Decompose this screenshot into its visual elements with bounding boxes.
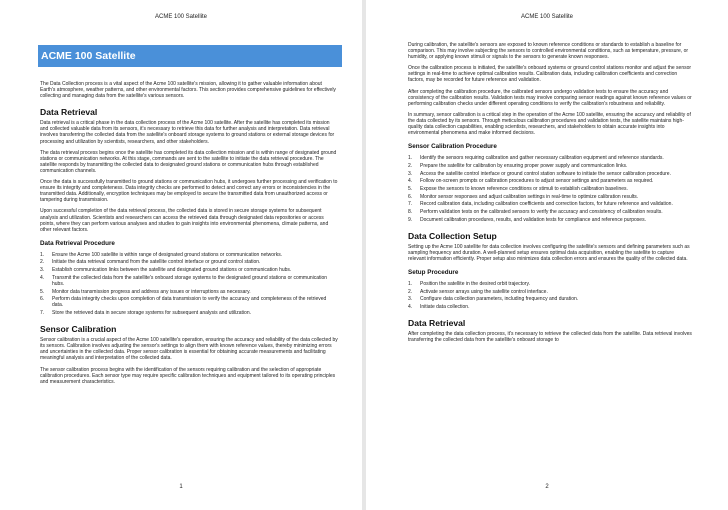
- paragraph: Data retrieval is a critical phase in the data collection process of the Acme 100 satellite. After the satellite has completed its mission and collected valuable data from its sensors, it's necessary to retrieve this data for further analysis and interpretation. Data retrieval involves transferring the collected data from the satellite's onboard storage systems to ground stations or external storage devices for processing and utilization by scientists, researchers, and other stakeholders.: [40, 120, 335, 145]
- page-content: [40, 45, 338, 390]
- running-header: ACME 100 Satellite: [154, 14, 208, 20]
- paragraph: Setting up the Acme 100 satellite for data collection involves configuring the satellite's sensors and defining parameters such as sampling frequency and duration. A well-planned setup ensures optimal data acquisition, enabling the satellite to capture relevant information efficiently. Proper setup also minimizes data collection errors and ensures the quality of the collected data.: [408, 243, 690, 262]
- paragraph: After completing the calibration procedure, the calibrated sensors undergo validation tests to ensure the accuracy and consistency of the calibration results. Validation tests may involve comparing sensor readings against known reference values or performing calibration checks under different operating conditions to verify the calibration's robustness and reliability.: [408, 88, 692, 107]
- intro-paragraph: The Data Collection process is a vital aspect of the Acme 100 satellite's mission, allowing it to gather valuable information about Earth's atmosphere, weather patterns, and other environmental factors. This section provides comprehensive guidelines for effectively collecting and managing data from the satellite's various sensors.: [40, 81, 336, 100]
- section-heading-data-collection-setup: Data Collection Setup: [408, 230, 497, 241]
- list-item: 5. Expose the sensors to known reference conditions or stimuli to establish calibration baselines.: [408, 185, 628, 192]
- subheading-data-retrieval-procedure: Data Retrieval Procedure: [40, 239, 115, 247]
- section-heading-data-retrieval: Data Retrieval: [408, 318, 466, 329]
- list-item: 9. Document calibration procedures, results, and validation tests for compliance and reference purposes.: [408, 216, 646, 223]
- numbered-list: [408, 281, 692, 310]
- list-item: 2. Initiate the data retrieval command from the satellite control interface or ground control station.: [40, 259, 261, 266]
- paragraph: During calibration, the satellite's sensors are exposed to known reference conditions or standards to establish a baseline for comparison. This may involve subjecting the sensors to controlled environmental conditions, such as temperature, pressure, or humidity, or applying known stimuli or signals to the sensors to generate known responses.: [408, 42, 689, 61]
- list-item: 2. Activate sensor arrays using the satellite control interface.: [408, 288, 548, 295]
- document-page-2: [366, 0, 728, 510]
- paragraph: The data retrieval process begins once the satellite has completed its data collection mission and is within range of designated ground stations or communication networks. At this stage, commands are sent to the satellite to initiate the data retrieval procedure. The satellite responds by transmitting the collected data to designated ground stations or communication hubs through established communication channels.: [40, 149, 337, 174]
- paragraph: Once the data is successfully transmitted to ground stations or communication hubs, it undergoes further processing and verification to ensure its integrity and completeness. Data integrity checks are performed to detect and correct any errors or inconsistencies in the transmitted data. Additionally, encryption techniques may be employed to secure the transmitted data from unauthorized access or tampering during transmission.: [40, 179, 338, 204]
- paragraph: Upon successful completion of the data retrieval process, the collected data is stored in secure storage systems for subsequent analysis and utilization. Scientists and researchers can access the retrieved data through designated data repositories or access points, where they can perform various analyses and studies to gain insights into environmental phenomena, climate patterns, and other relevant factors.: [40, 208, 329, 233]
- list-item: 4. Initiate data collection.: [408, 304, 470, 311]
- page-content: [408, 42, 692, 348]
- list-item: 4. Transmit the collected data from the satellite's onboard storage systems to the designated ground stations or communication hubs.: [40, 274, 328, 287]
- subheading-setup-procedure: Setup Procedure: [408, 269, 459, 277]
- page-number: 2: [545, 484, 549, 490]
- paragraph: Once the calibration process is initiated, the satellite's onboard systems or ground control stations monitor and adjust the sensor settings in real-time to achieve optimal calibration results. Calibration data, including calibration coefficients and correction factors, may be recorded for future reference and validation.: [408, 65, 692, 84]
- list-item: 4. Follow on-screen prompts or calibration procedures to adjust sensor settings and parameters as required.: [408, 178, 654, 185]
- paragraph: In summary, sensor calibration is a critical step in the operation of the Acme 100 satellite, ensuring the accuracy and reliability of the data collected by its sensors. Through meticulous calibration procedures and validation tests, the satellite maintains high-quality data collection capabilities, enabling scientists, researchers, and stakeholders to obtain accurate insights into environmental phenomena and make informed decisions.: [408, 111, 691, 137]
- page-number: 1: [179, 484, 183, 490]
- paragraph: Sensor calibration is a crucial aspect of the Acme 100 satellite's operation, ensuring the accuracy and reliability of the data collected by its sensors. Calibration involves adjusting the sensor's settings to align them with known reference values, thereby minimizing errors and uncertainties in the collected data. Proper sensor calibration is essential for obtaining accurate measurements and facilitating meaningful analysis and interpretation of the collected data.: [40, 337, 338, 362]
- paragraph: After completing the data collection process, it's necessary to retrieve the collected data from the satellite. Data retrieval involves transferring the collected data from the satellite's onboard storage to: [408, 331, 692, 344]
- subheading-sensor-calibration-procedure: Sensor Calibration Procedure: [408, 143, 497, 151]
- list-item: 3. Establish communication links between the satellite and designated ground stations or communication hubs.: [40, 267, 292, 274]
- list-item: 6. Perform data integrity checks upon completion of data transmission to verify the accuracy and completeness of the retrieved data.: [40, 296, 327, 309]
- paragraph: The sensor calibration process begins with the identification of the sensors requiring calibration and the selection of appropriate calibration procedures. Each sensor type may require specific calibration techniques and equipment tailored to its operating principles and measurement characteristics.: [40, 366, 336, 385]
- list-item: 2. Prepare the satellite for calibration by ensuring proper power supply and communication links.: [408, 162, 628, 169]
- list-item: 3. Configure data collection parameters, including frequency and duration.: [408, 296, 579, 303]
- list-item: 6. Monitor sensor responses and adjust calibration settings in real-time to optimize calibration results.: [408, 193, 639, 200]
- list-item: 1. Position the satellite in the desired orbit trajectory.: [408, 281, 530, 288]
- list-item: 7. Store the retrieved data in secure storage systems for subsequent analysis and utilization.: [40, 310, 251, 317]
- list-item: 8. Perform validation tests on the calibrated sensors to verify the accuracy and consistency of calibration results.: [408, 209, 663, 216]
- list-item: 5. Monitor data transmission progress and address any issues or interruptions as necessary.: [40, 288, 251, 295]
- running-header: ACME 100 Satellite: [520, 14, 574, 20]
- numbered-list: [40, 252, 338, 316]
- document-page-1: [0, 0, 362, 510]
- list-item: 1. Identify the sensors requiring calibration and gather necessary calibration equipment and reference standards.: [408, 155, 664, 162]
- list-item: 3. Access the satellite control interface or ground control station software to initiate the sensor calibration procedure.: [408, 170, 671, 177]
- list-item: 1. Ensure the Acme 100 satellite is within range of designated ground stations or communication networks.: [40, 251, 283, 258]
- section-heading-data-retrieval: Data Retrieval: [40, 107, 98, 118]
- list-item: 7. Record calibration data, including calibration coefficients and correction factors, for future reference and validation.: [408, 201, 673, 208]
- section-heading-sensor-calibration: Sensor Calibration: [40, 324, 117, 335]
- numbered-list: [408, 155, 692, 223]
- document-title: ACME 100 Satellite: [38, 45, 342, 67]
